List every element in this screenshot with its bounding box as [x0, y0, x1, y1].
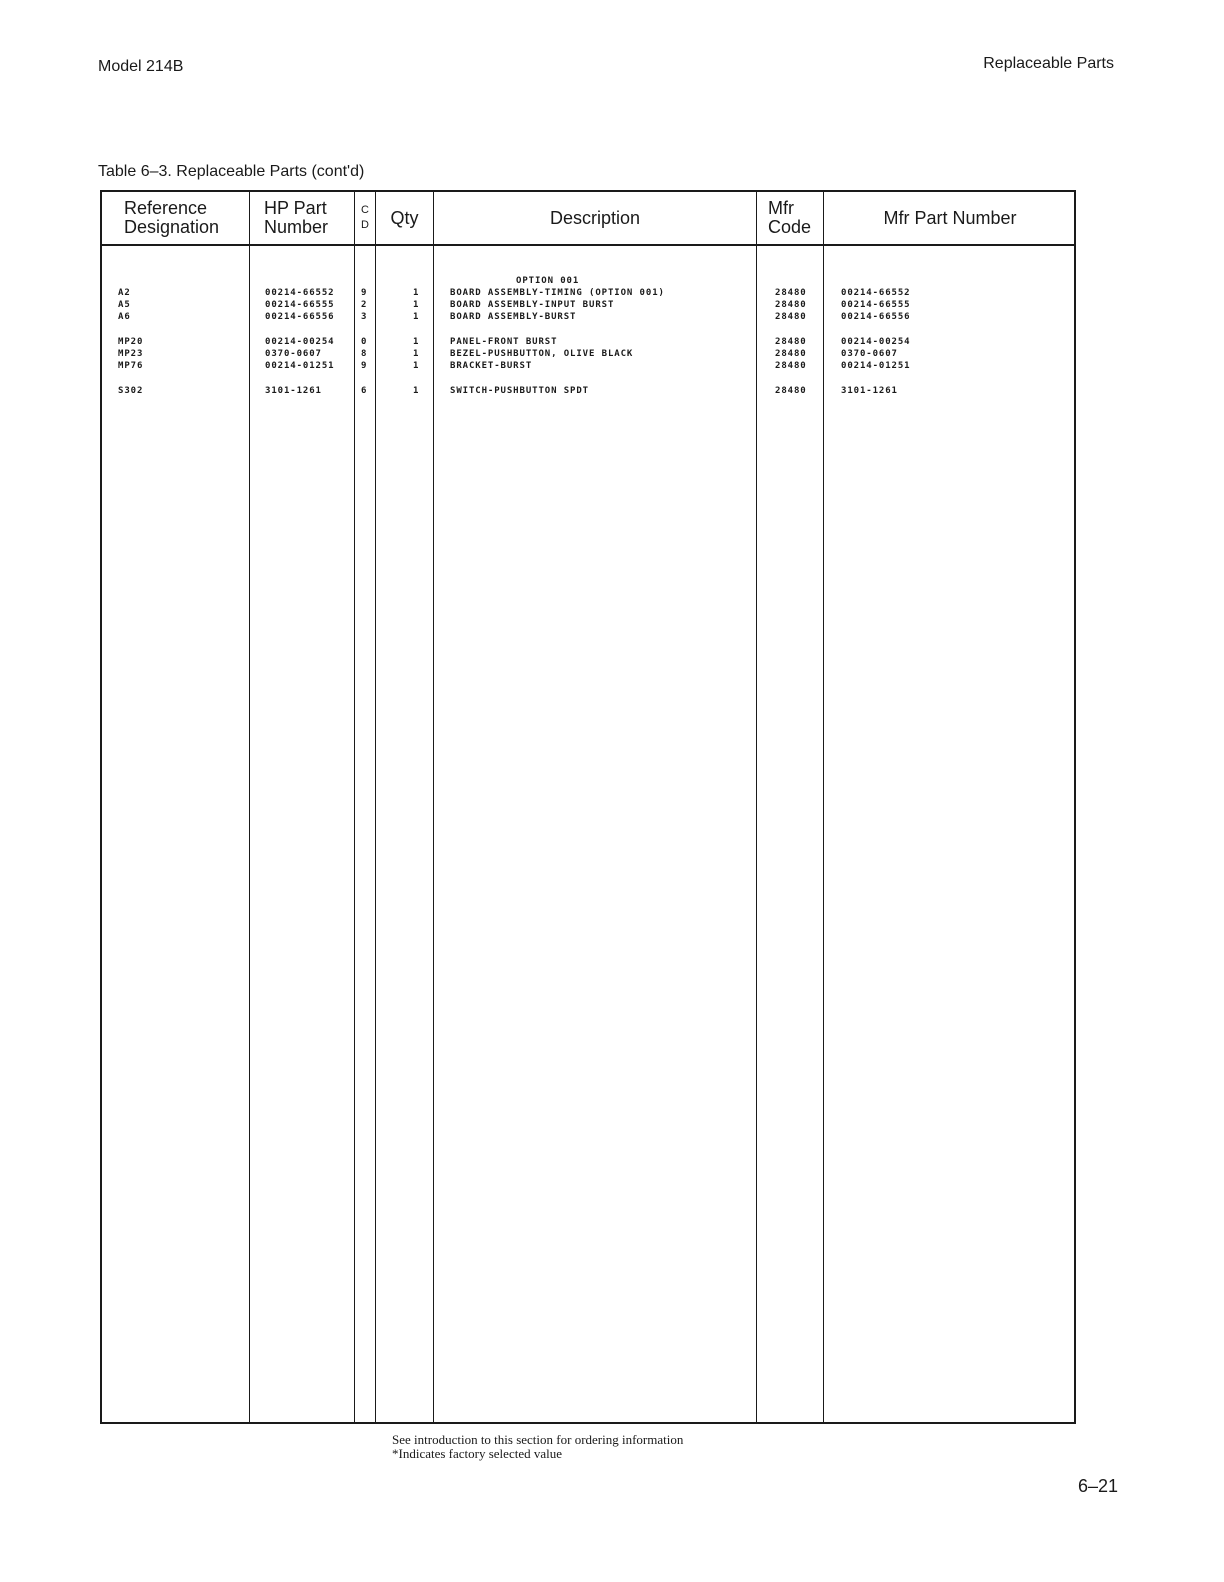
header-cd-line1: C [361, 204, 369, 216]
header-hp-line2: Number [264, 217, 329, 237]
cell-cd: 8 [361, 349, 368, 359]
option-heading-row [102, 276, 1074, 288]
cell-mfr-code: 28480 [775, 337, 807, 347]
cell-mfr-code: 28480 [775, 288, 807, 298]
footnote-ordering: See introduction to this section for ordering information [392, 1432, 684, 1447]
cell-mfr-code: 28480 [775, 386, 807, 396]
cell-mfr-part: 00214-66555 [841, 300, 911, 310]
cell-ref: MP23 [118, 349, 144, 359]
cell-mfr-part: 00214-01251 [841, 361, 911, 371]
cell-hp-part: 00214-00254 [265, 337, 335, 347]
cell-hp-part: 3101-1261 [265, 386, 322, 396]
table-row [102, 337, 1074, 349]
cell-qty: 1 [413, 288, 420, 298]
table-row [102, 349, 1074, 361]
table-row [102, 300, 1074, 312]
cell-ref: A5 [118, 300, 131, 310]
column-divider [433, 192, 434, 1422]
cell-qty: 1 [413, 349, 420, 359]
cell-description: BRACKET-BURST [450, 361, 533, 371]
table-row [102, 361, 1074, 373]
cell-mfr-part: 00214-66556 [841, 312, 911, 322]
header-mfr-line2: Code [768, 217, 812, 237]
header-hp-line1: HP Part [264, 198, 327, 218]
cell-qty: 1 [413, 337, 420, 347]
header-mfr-code [768, 192, 823, 244]
header-ref-line2: Designation [124, 217, 220, 237]
page-number: 6–21 [1077, 1476, 1118, 1496]
header-cd [355, 192, 375, 244]
cell-ref: MP76 [118, 361, 144, 371]
cell-cd: 6 [361, 386, 368, 396]
cell-cd: 3 [361, 312, 368, 322]
cell-cd: 9 [361, 288, 368, 298]
cell-ref: MP20 [118, 337, 144, 347]
header-ref-line1: Reference [124, 198, 208, 218]
cell-description: BOARD ASSEMBLY-BURST [450, 312, 577, 322]
cell-description: BOARD ASSEMBLY-TIMING (OPTION 001) [450, 288, 665, 298]
cell-cd: 2 [361, 300, 368, 310]
header-desc-label: Description [549, 207, 641, 228]
option-heading: OPTION 001 [516, 276, 580, 286]
column-divider [249, 192, 250, 1422]
cell-qty: 1 [413, 386, 420, 396]
table-caption: Table 6–3. Replaceable Parts (cont'd) [98, 163, 365, 180]
cell-mfr-code: 28480 [775, 349, 807, 359]
cell-qty: 1 [413, 361, 420, 371]
header-mpn-label: Mfr Part Number [883, 207, 1017, 228]
cell-ref: A2 [118, 288, 131, 298]
header-mfr-part-number [824, 192, 1076, 244]
cell-mfr-part: 00214-00254 [841, 337, 911, 347]
header-qty-label: Qty [390, 207, 419, 228]
column-divider [756, 192, 757, 1422]
cell-mfr-code: 28480 [775, 312, 807, 322]
header-qty [376, 192, 433, 244]
table-row [102, 288, 1074, 300]
cell-ref: S302 [118, 386, 144, 396]
cell-description: BOARD ASSEMBLY-INPUT BURST [450, 300, 615, 310]
cell-cd: 9 [361, 361, 368, 371]
cell-description: PANEL-FRONT BURST [450, 337, 558, 347]
header-cd-line2: D [361, 219, 369, 231]
cell-mfr-part: 00214-66552 [841, 288, 911, 298]
column-divider [354, 192, 355, 1422]
cell-hp-part: 00214-66555 [265, 300, 335, 310]
header-description [434, 192, 756, 244]
parts-table [100, 190, 1076, 1424]
table-row [102, 312, 1074, 324]
section-header: Replaceable Parts [983, 55, 1114, 72]
footnote [392, 1433, 683, 1461]
header-divider [102, 244, 1074, 246]
cell-hp-part: 00214-66556 [265, 312, 335, 322]
header-mfr-line1: Mfr [768, 198, 794, 218]
cell-mfr-code: 28480 [775, 300, 807, 310]
cell-hp-part: 00214-01251 [265, 361, 335, 371]
cell-hp-part: 0370-0607 [265, 349, 322, 359]
footnote-factory-selected: *Indicates factory selected value [392, 1446, 562, 1461]
table-row [102, 386, 1074, 398]
cell-hp-part: 00214-66552 [265, 288, 335, 298]
cell-qty: 1 [413, 312, 420, 322]
cell-description: SWITCH-PUSHBUTTON SPDT [450, 386, 590, 396]
cell-mfr-part: 3101-1261 [841, 386, 898, 396]
header-reference-designation [124, 192, 248, 244]
cell-mfr-code: 28480 [775, 361, 807, 371]
model-header: Model 214B [98, 58, 184, 75]
cell-qty: 1 [413, 300, 420, 310]
cell-cd: 0 [361, 337, 368, 347]
column-divider [823, 192, 824, 1422]
column-divider [375, 192, 376, 1422]
cell-description: BEZEL-PUSHBUTTON, OLIVE BLACK [450, 349, 634, 359]
cell-ref: A6 [118, 312, 131, 322]
header-hp-part-number [264, 192, 354, 244]
cell-mfr-part: 0370-0607 [841, 349, 898, 359]
